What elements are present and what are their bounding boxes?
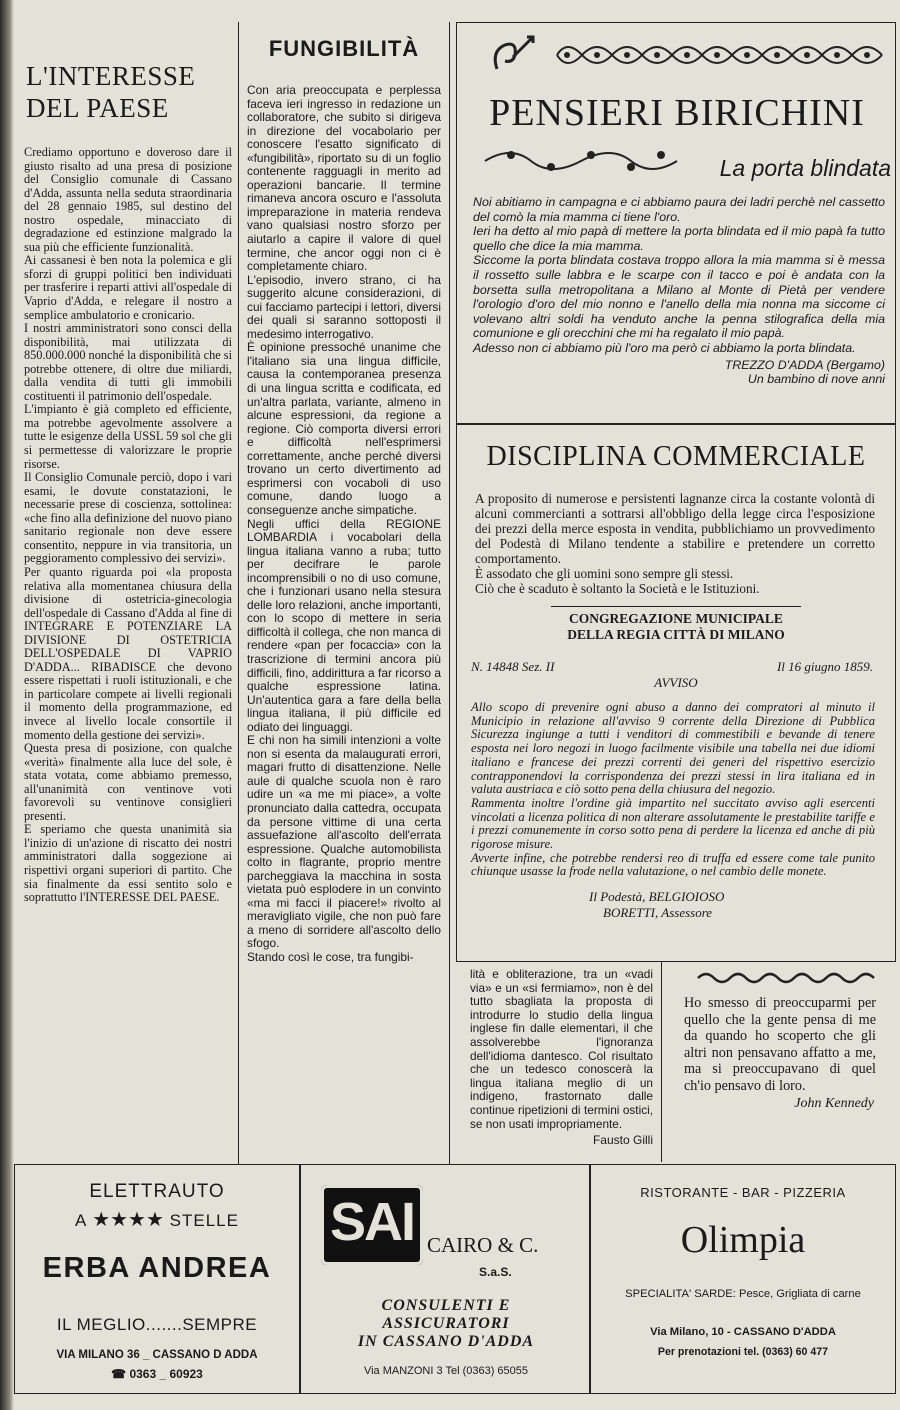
- ad2-company: CAIRO & C.: [427, 1233, 539, 1257]
- ornament-icon: [487, 31, 887, 77]
- paragraph: Crediamo opportuno e doveroso dare il giusto risalto ad una presa di posizione del Consiglio comunale di Cassano d'Adda, assunta nella seduta straordinaria del 28 gennaio 1985, sul destino del nostro ospedale, minacciato di degradazione ed estinzione malgrado la sua più che efficiente funzionalità.: [24, 145, 232, 254]
- phone-icon: ☎: [111, 1367, 127, 1381]
- paragraph: Avverte infine, che potrebbe rendersi reo di truffa ed essere come tale punito chiunque usasse la frode nella valutazione, o nel cambio delle monete.: [471, 850, 875, 879]
- paragraph: L'episodio, invero strano, ci ha suggerito alcune considerazioni, di cui facciamo partecipi i lettori, diversi dei quali si saranno sottoposti il medesimo interrogativo.: [247, 272, 441, 341]
- ad3-name: Olimpia: [680, 1219, 806, 1261]
- paragraph: Allo scopo di prevenire ogni abuso a danno dei compratori al minuto il Municipio in relazione all'avviso 9 corrente della Direzione di Pubblica Sicurezza ingiunge a tutti i venditori di commestibili e bevande di tenere esposta nei loro negozi in luogo facilmente visibile una tabella nei due idiomi italiano e francese dei prezzi correnti dei generi del rispettivo esercizio contrapponendovi la corrispondenza dei prezzi stessi in lira italiana ed in valuta austriaca e ciò sotto pena della chiusura del negozio.: [471, 700, 875, 797]
- protocol-number: N. 14848 Sez. II: [471, 659, 555, 674]
- pensieri-signature-place: TREZZO D'ADDA (Bergamo): [724, 357, 885, 372]
- protocol-row: [471, 659, 873, 677]
- paragraph: È assodato che gli uomini sono sempre gli stessi.: [475, 566, 734, 581]
- disciplina-title: DISCIPLINA COMMERCIALE: [486, 441, 866, 472]
- paragraph: L'impianto è già completo ed efficiente, ma potrebbe agevolmente assolvere a tutte le esigenze della USSL 59 sol che gli si permettesse di valorizzare le proprie risorse.: [24, 402, 232, 471]
- ad2-address: Via MANZONI 3 Tel (0363) 65055: [363, 1365, 529, 1377]
- paragraph: I nostri amministratori sono consci della disponibilità, mai utilizzata di 850.000.000 nonché la disponibilità che si potrebbe ottenere, di oltre due miliardi, dalla vendita di tutti gli immobili costituenti il patrimonio dell'ospedale.: [24, 321, 232, 403]
- star-icon: ★★★★: [92, 1209, 164, 1231]
- ad2-line1: CONSULENTI E: [381, 1297, 511, 1314]
- ad1-name: ERBA ANDREA: [42, 1252, 272, 1284]
- ad1-pre: A: [75, 1211, 87, 1230]
- paragraph: Con aria preoccupata e perplessa faceva ieri ingresso in redazione un collaboratore, che subito si dirigeva in direzione del vocabolario per conoscere l'esatto significato di «fungibilità», riportato su di un foglio contenente ragguagli in merito ad operazioni bancarie. Il termine rimaneva ancora oscuro e l'assoluta impreparazione in materia rendeva vano qualsiasi nostro sforzo per aiutarlo a capire il valore di quel termine, che ancor oggi non ci è completamente chiaro.: [247, 83, 441, 274]
- article-interesse-title: L'INTERESSE DEL PAESE: [26, 61, 196, 123]
- assessore-signature: BORETTI, Assessore: [603, 905, 713, 921]
- paragraph: E speriamo che questa unanimità sia l'inizio di un'azione di riscatto dei nostri amministratori dalla soggezione ai rispettivi organi superiori di partito. Che sia finalmente da essi sentito solo e soprattutto l'INTERESSE DEL PAESE.: [24, 822, 232, 905]
- congregazione-line2: DELLA REGIA CITTÀ DI MILANO: [567, 627, 785, 642]
- ad1-post: STELLE: [169, 1211, 239, 1230]
- continuation-body: lità e obliterazione, tra un «vadi via» e un «si fermiamo», non è del tutto sbagliata la proposta di introdurre lo studio della lingua inglese fin dalle elementari, il che assolverebbe l'ignoranza dell'idioma dantesco. Col risultato che un tedesco conoscerà la lingua italiana meglio di un indigeno, frastornato dalle continue ripetizioni di termini ostici, se non usati impropriamente.: [470, 967, 653, 1131]
- avviso-body: [471, 701, 875, 879]
- pensieri-body: [473, 195, 885, 387]
- article-interesse-del-paese: [14, 30, 238, 1166]
- paragraph: Per quanto riguarda poi «la proposta relativa alla momentanea chiusura della divisione di ostetricia-ginecologia dell'ospedale di Cassano d'Adda al fine di INTEGRARE E POTENZIARE LA DIVISIONE DI OSTETRICIA DELL'OSPEDALE DI VAPRIO D'ADDA... RIBADISCE che devono essere rispettati i ruoli istituzionali, e che in particolare compete ai livelli regionali il momento della programmazione, ed invece al livello locale consortile il momento della gestione dei servizi».: [24, 564, 232, 742]
- paragraph: Stando così le cose, tra fungibi-: [247, 950, 414, 964]
- ad2-line2: ASSICURATORI: [382, 1315, 510, 1332]
- ad1-address: VIA MILANO 36 _ CASSANO D ADDA: [56, 1349, 258, 1361]
- paragraph: Questa presa di posizione, con qualche «verità» finalmente alla luce del sole, è stata votata, come abbiamo premesso, all'unanimità con ventinove voti favorevoli su ventinove consiglieri presenti.: [24, 741, 232, 823]
- ad-olimpia: [590, 1164, 896, 1394]
- ornament-flower-row: [481, 141, 681, 171]
- podesta-signature: Il Podestà, BELGIOIOSO: [589, 889, 725, 905]
- notice-date: Il 16 giugno 1859.: [776, 659, 873, 674]
- article-fungibilita-author: Fausto Gilli: [592, 1133, 653, 1148]
- quote-author: John Kennedy: [794, 1096, 874, 1111]
- paragraph: E chi non ha simili intenzioni a volte non si esenta da malaugurati errori, magari frutto di disattenzione. Nelle aule di qualche scuola non è raro udire un «a me mi piace», a volte pronunciato dalla cattedra, occupata da persone vittime di una certa assuefazione all'ascolto dell'errata espressione. Qualche automobilista colto in flagrante, proprio mentre parcheggiava la macchina in sosta vietata può esplodere in un convinto «ma mi facci il piacere!» rivolto al meravigliato vigile, che non può fare a meno di sorridere all'ascolto dello sfogo.: [247, 733, 441, 951]
- ornament-top: [487, 31, 887, 77]
- page-fold-shadow: [0, 0, 14, 1410]
- scroll-ornament-icon: [696, 970, 876, 984]
- box-pensieri-birichini: [456, 22, 896, 424]
- article-fungibilita-body: [247, 84, 441, 965]
- article-fungibilita-title: FUNGIBILITÀ: [268, 36, 420, 61]
- article-fungibilita-continuation: [456, 962, 662, 1162]
- ad3-address: Via Milano, 10 - CASSANO D'ADDA: [650, 1326, 836, 1338]
- disciplina-intro: [475, 491, 875, 596]
- ad1-slogan: IL MEGLIO.......SEMPRE: [56, 1315, 258, 1334]
- paragraph: Rammenta inoltre l'ordine già impartito nel succitato avviso agli esercenti vincolati a licenza politica di non alterare assolutamente le prestabilite tariffe e i prezzi comunemente in corso sotto pena di perdere la licenza ed anche di più rigorose misure.: [471, 795, 875, 852]
- ad2-line3: IN CASSANO D'ADDA: [357, 1333, 535, 1350]
- paragraph: Noi abitiamo in campagna e ci abbiamo paura dei ladri perchè nel cassetto del comò la mia mamma ci tiene l'oro.: [473, 195, 885, 224]
- paragraph: Il Consiglio Comunale perciò, dopo i vari esami, le dovute constatazioni, le necessarie prese di coscienza, sottolinea: «che fino alla definizione del nuovo piano sanitario regionale non deve essere consentito, neppure in via transitoria, un peggioramento complessivo dei servizi».: [24, 470, 232, 566]
- box-quote: [668, 962, 896, 1140]
- sai-logo: [321, 1185, 423, 1265]
- ad1-phone: 0363 _ 60923: [129, 1367, 203, 1381]
- paragraph: Negli uffici della REGIONE LOMBARDIA i vocabolari della lingua italiana vanno a ruba; tutto per decifrare le parole incomprensibili o no di uso comune, che i funzionari usano nella stesura delle loro relazioni, anche importanti, con lo scopo di mettere in seria difficoltà il collega, che non manca di rendere «pan per focaccia» con la trascrizione di termini ancora più difficili, fino, addirittura a far ricorso a qualche espressione latina. Un'autentica gara a fare della bella lingua italiana, il più difficile ed odiato dei linguaggi.: [247, 516, 441, 734]
- sai-logo-text: SAI: [329, 1192, 415, 1252]
- quote-ornament: [696, 970, 896, 989]
- box-disciplina-commerciale: [456, 424, 896, 962]
- ad1-stars-row: [15, 1207, 299, 1232]
- article-fungibilita: [238, 22, 450, 1164]
- paragraph: A proposito di numerose e persistenti lagnanze circa la costante volontà di alcuni commercianti a sottrarsi all'obbligo della legge circa l'esposizione dei prezzi della merce esposta in vendita, pubblichiamo un provvedimento del Podestà di Milano tendente a stabilire e pretendere un corretto comportamento.: [475, 491, 875, 566]
- flower-ornament-icon: [481, 141, 681, 171]
- pensieri-title: PENSIERI BIRICHINI: [489, 92, 865, 134]
- ad1-line1: ELETTRAUTO: [89, 1181, 225, 1202]
- ad3-phone: Per prenotazioni tel. (0363) 60 477: [657, 1346, 829, 1358]
- avviso-heading: AVVISO: [654, 675, 698, 690]
- paragraph: Ieri ha detto al mio papà di mettere la porta blindata ed il mio papà fa tutto quello che dice la mia mamma.: [473, 224, 885, 253]
- paragraph: Adesso non ci abbiamo più l'oro ma però ci abbiamo la porta blindata.: [473, 340, 856, 355]
- ad2-type: S.a.S.: [479, 1265, 512, 1279]
- article-interesse-body: [24, 146, 232, 905]
- ad3-specialty: SPECIALITA' SARDE: Pesce, Grigliata di carne: [625, 1288, 861, 1300]
- ad-elettrauto: [14, 1164, 300, 1394]
- quote-text: Ho smesso di preoccuparmi per quello che la gente pensa di me da quando ho scoperto che gli altri non pensavano affatto a me, ma si preoccupavano di quel ch'io pensavo di loro.: [684, 995, 876, 1094]
- paragraph: Ciò che è scaduto è soltanto la Società e le Istituzioni.: [475, 581, 760, 596]
- pensieri-signature-author: Un bambino di nove anni: [747, 372, 885, 387]
- ad-sai: [300, 1164, 590, 1394]
- paragraph: Siccome la porta blindata costava troppo allora la mia mamma si è messa il rossetto sulle labbra e le scarpe con il tacco e poi è andata con la borsetta sulla metropolitana a Milano al Monte di Pietà per vendere l'orologio d'oro del mio nonno e l'anello della mia nonna ma siccome ci volevano altri soldi ha venduto anche la penna stilografica della mia comunione e gli orecchini che mi ha regalato il mio papà.: [473, 253, 885, 341]
- pensieri-subtitle: La porta blindata: [719, 155, 891, 181]
- ad3-line1: RISTORANTE - BAR - PIZZERIA: [640, 1185, 846, 1200]
- paragraph: Ai cassanesi è ben nota la polemica e gli sforzi di gruppi politici ben individuati per trasferire i reparti attivi all'ospedale di Vaprio d'Adda, e relegare il nostro a semplice ambulatorio e cronicario.: [24, 253, 232, 322]
- paragraph: È opinione pressoché unanime che l'italiano sia una lingua difficile, causa la contemporanea presenza di una lingua scritta e codificata, ed un'altra parlata, variante, almeno in alcune espressioni, da regione a regione. Ciò comporta diversi errori e difficoltà nell'esprimersi correttamente, anche perché diversi trovano un certo divertimento ad esprimersi con vocaboli di uso comune, dando luogo a conseguenze anche simpatiche.: [247, 340, 441, 517]
- ad1-phone-row: [15, 1367, 299, 1381]
- congregazione-line1: CONGREGAZIONE MUNICIPALE: [569, 611, 783, 626]
